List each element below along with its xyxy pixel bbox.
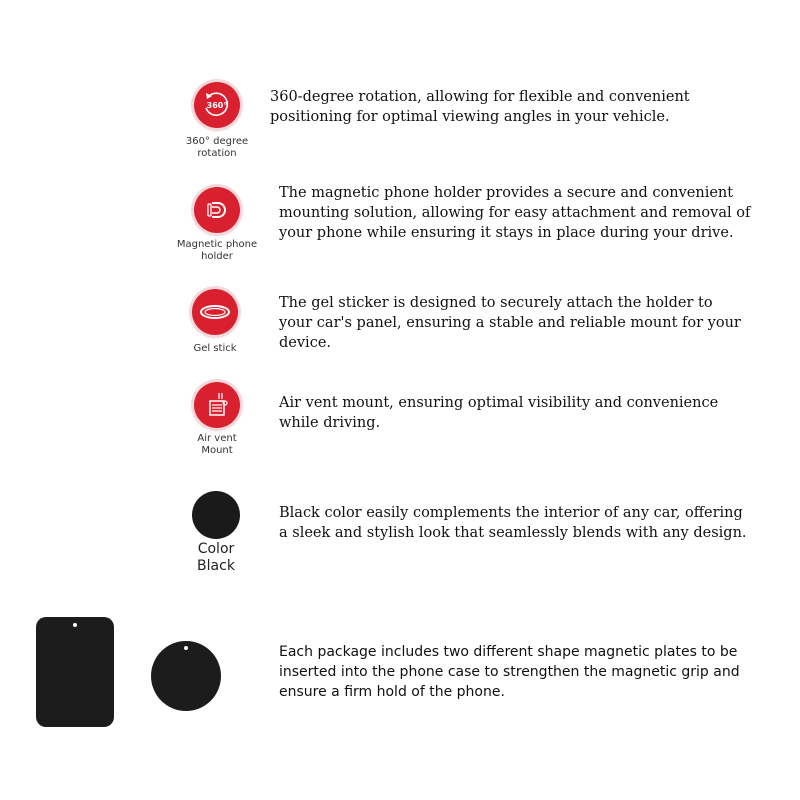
description-line: The gel sticker is designed to securely attach the holder to [279,295,713,311]
description-line: ensure a firm hold of the phone. [279,684,505,700]
caption-line: Color [197,541,235,557]
feature-caption [180,433,254,457]
feature-caption [176,343,254,355]
description-line: your phone while ensuring it stays in place during your drive. [279,225,734,241]
caption-line: holder [201,251,233,262]
feature-caption [176,136,258,160]
description-line: Each package includes two different shape magnetic plates to be [279,644,738,660]
gel-ring-icon [192,289,238,335]
round-magnetic-plate [151,641,221,711]
feature-description [279,503,747,543]
feature-description [279,393,718,433]
feature-description [279,183,750,243]
description-line: The magnetic phone holder provides a secure and convenient [279,185,734,201]
caption-line: rotation [197,148,237,159]
rotation-icon-text: 360° [206,101,228,110]
caption-line: Black [197,558,235,574]
plates-description [279,642,740,702]
caption-line: Gel stick [193,343,237,354]
plate-hole [73,623,77,627]
feature-description [279,293,741,353]
description-line: Air vent mount, ensuring optimal visibility and convenience [279,395,719,411]
description-line: positioning for optimal viewing angles in your vehicle. [270,109,670,125]
plate-hole [184,646,188,650]
description-line: device. [279,335,332,351]
caption-line: Magnetic phone [176,239,258,250]
air-vent-icon [194,382,240,428]
caption-line: 360° degree [185,136,249,147]
feature-caption [170,239,264,263]
rectangular-magnetic-plate [36,617,114,727]
description-line: mounting solution, allowing for easy attachment and removal of [279,205,751,221]
magnet-icon [194,187,240,233]
description-line: a sleek and stylish look that seamlessly blends with any design. [279,525,747,541]
description-line: Black color easily complements the interior of any car, offering [279,505,743,521]
description-line: your car's panel, ensuring a stable and reliable mount for your [279,315,741,331]
rotation-360-icon [194,82,240,128]
caption-line: Air vent [197,433,237,444]
feature-description [270,87,690,127]
description-line: 360-degree rotation, allowing for flexible and convenient [270,89,690,105]
description-line: inserted into the phone case to strengthen the magnetic grip and [279,664,740,680]
feature-caption [176,541,256,575]
caption-line: Mount [201,445,233,456]
black-color-swatch [192,491,240,539]
description-line: while driving. [279,415,381,431]
